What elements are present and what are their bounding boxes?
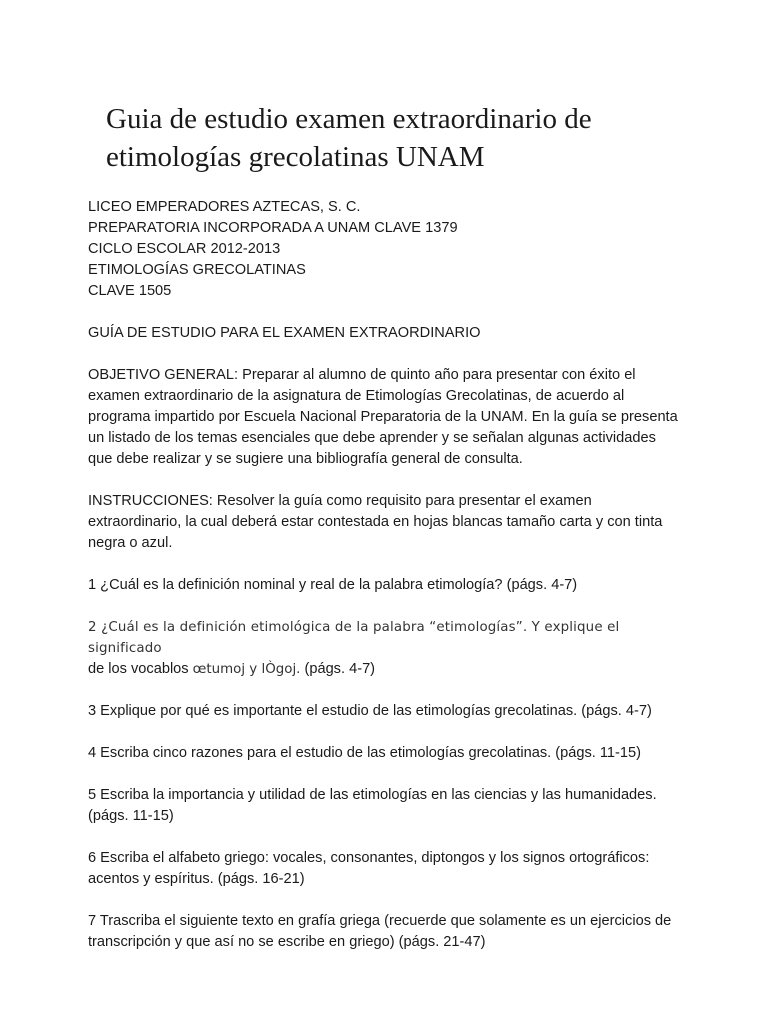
question-2-line-2 bbox=[88, 659, 680, 680]
question-4: 4 Escriba cinco razones para el estudio de las etimologías grecolatinas. (págs. 11-15) bbox=[88, 745, 641, 761]
question-6: 6 Escriba el alfabeto griego: vocales, consonantes, diptongos y los signos ortográficos: acentos y espíritus. (págs. 16-21) bbox=[88, 850, 650, 887]
question-2-line-1: 2 ¿Cuál es la definición etimológica de la palabra “etimologías”. Y explique el significado bbox=[88, 620, 620, 656]
instructions-paragraph: INSTRUCCIONES: Resolver la guía como requisito para presentar el examen extraordinario, la cual deberá estar contestada en hojas blancas tamaño carta y con tinta negra o azul. bbox=[88, 493, 663, 551]
header-line-school: LICEO EMPERADORES AZTECAS, S. C. bbox=[88, 199, 361, 215]
document-title bbox=[106, 100, 680, 176]
header-line-prepa: PREPARATORIA INCORPORADA A UNAM CLAVE 1379 bbox=[88, 220, 458, 236]
header-line-cycle: CICLO ESCOLAR 2012-2013 bbox=[88, 241, 281, 257]
header-line-subject: ETIMOLOGÍAS GRECOLATINAS bbox=[88, 262, 306, 278]
objective-paragraph: OBJETIVO GENERAL: Preparar al alumno de quinto año para presentar con éxito el examen extraordinario de la asignatura de Etimologías Grecolatinas, de acuerdo al programa impartido por Escuela Nacional Preparatoria de la UNAM. En la guía se presenta un listado de los temas esenciales que debe aprender y se señalan algunas actividades que debe realizar y se sugiere una bibliografía general de consulta. bbox=[88, 367, 678, 467]
header-line-key: CLAVE 1505 bbox=[88, 283, 172, 299]
question-3: 3 Explique por qué es importante el estudio de las etimologías grecolatinas. (págs. 4-7) bbox=[88, 703, 652, 719]
question-7: 7 Trascriba el siguiente texto en grafía griega (recuerde que solamente es un ejercicios de transcripción y que así no se escribe en griego) (págs. 21-47) bbox=[88, 913, 672, 950]
school-header bbox=[88, 197, 680, 302]
question-2-greek-words: œtumoj y lÒgoj. bbox=[192, 662, 301, 677]
title-line-1: Guia de estudio examen extraordinario de bbox=[106, 103, 592, 135]
guide-heading: GUÍA DE ESTUDIO PARA EL EXAMEN EXTRAORDINARIO bbox=[88, 325, 481, 341]
title-line-2: etimologías grecolatinas UNAM bbox=[106, 141, 485, 173]
question-2 bbox=[88, 617, 680, 680]
question-2-text-start: de los vocablos bbox=[88, 661, 193, 677]
question-1: 1 ¿Cuál es la definición nominal y real de la palabra etimología? (págs. 4-7) bbox=[88, 577, 578, 593]
document-body bbox=[88, 197, 680, 953]
question-2-text-end: (págs. 4-7) bbox=[300, 661, 376, 677]
question-5: 5 Escriba la importancia y utilidad de las etimologías en las ciencias y las humanidades. (págs. 11-15) bbox=[88, 787, 657, 824]
